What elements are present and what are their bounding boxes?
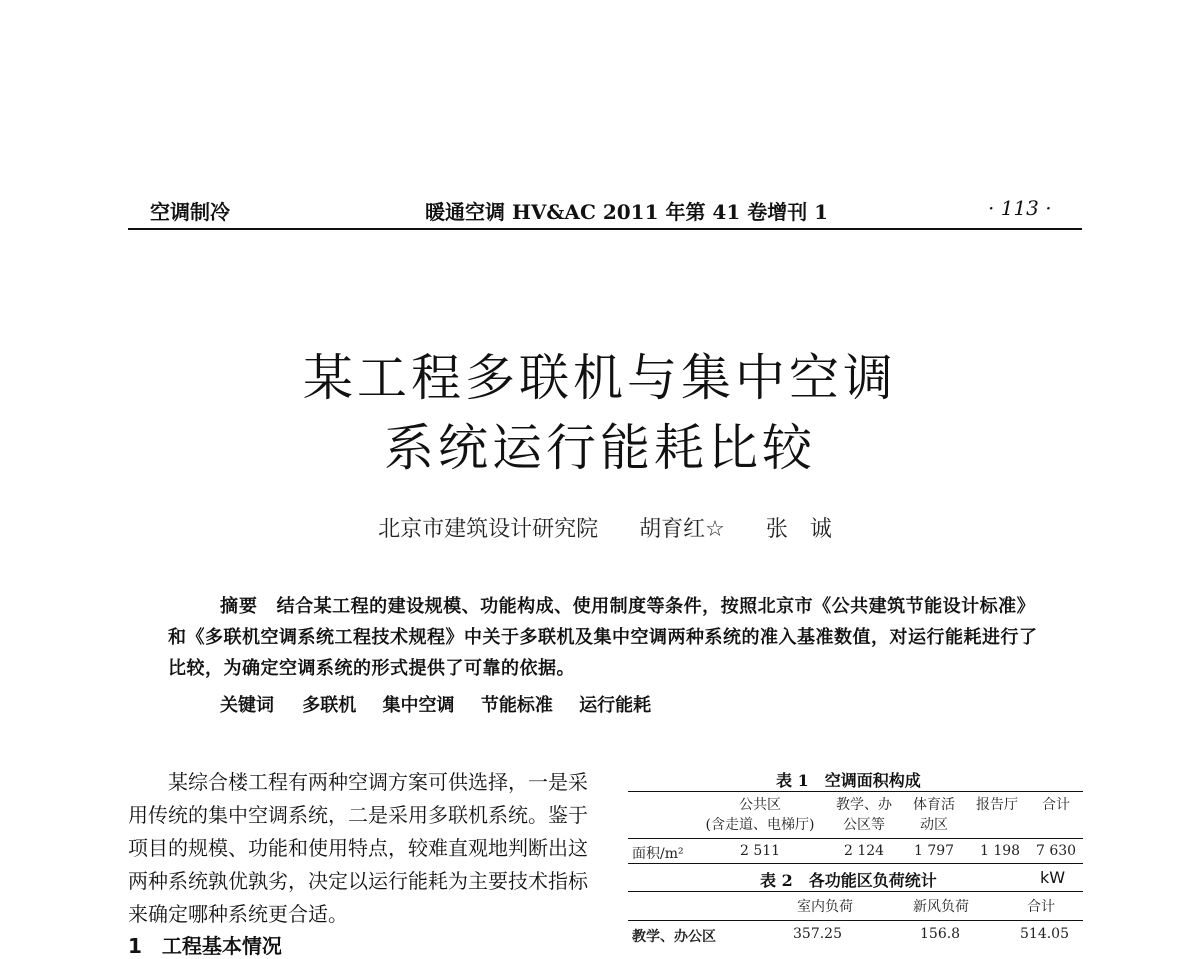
author-line bbox=[0, 512, 1200, 543]
paper-title-line-2: 系统运行能耗比较 bbox=[384, 419, 816, 477]
running-header-section: 空调制冷 bbox=[150, 200, 230, 224]
table-2-header: 新风负荷 bbox=[913, 899, 969, 915]
table-1-cell: 1 797 bbox=[914, 843, 955, 859]
table-2-row-label: 教学、办公区 bbox=[632, 929, 716, 945]
table-1-header: 教学、办 公区等 bbox=[836, 797, 892, 833]
table-2-cell: 357.25 bbox=[793, 926, 842, 942]
table-1-cell: 1 198 bbox=[980, 843, 1021, 859]
keywords-label: 关键词 bbox=[220, 695, 274, 716]
header-rule bbox=[128, 228, 1082, 230]
table-1-header: 体育活 动区 bbox=[913, 797, 955, 833]
table-1-header: 合计 bbox=[1042, 797, 1070, 813]
table-1-cell: 2 124 bbox=[844, 843, 885, 859]
table-2-header: 室内负荷 bbox=[797, 899, 853, 915]
affiliation: 北京市建筑设计研究院 bbox=[378, 517, 599, 542]
table-1-header: 报告厅 bbox=[976, 797, 1018, 813]
table-1-cell: 7 630 bbox=[1036, 843, 1077, 859]
table-2-header: 合计 bbox=[1027, 899, 1055, 915]
table-2-mid-rule bbox=[628, 920, 1083, 921]
section-heading: 1 工程基本情况 bbox=[128, 934, 282, 958]
abstract-text: 结合某工程的建设规模、功能构成、使用制度等条件，按照北京市《公共建筑节能设计标准》和《多联机空调系统工程技术规程》中关于多联机及集中空调两种系统的准入基准数值，对运行能耗进行了比较，为确定空调系统的形式提供了可靠的依据。 bbox=[168, 596, 1038, 679]
author-1: 胡育红☆ bbox=[639, 517, 725, 542]
table-2-caption: 表 2 各功能区负荷统计 bbox=[760, 871, 937, 890]
table-1-top-rule bbox=[628, 791, 1083, 792]
body-paragraph bbox=[128, 766, 590, 931]
table-2-cell: 514.05 bbox=[1020, 926, 1069, 942]
intro-paragraph: 某综合楼工程有两种空调方案可供选择，一是采用传统的集中空调系统，二是采用多联机系统。鉴于项目的规模、功能和使用特点，较难直观地判断出这两种系统孰优孰劣，决定以运行能耗为主要技术指标来确定哪种系统更合适。 bbox=[128, 770, 588, 926]
table-1-cell: 2 511 bbox=[740, 843, 781, 859]
running-header-journal: 暖通空调 HV&AC 2011 年第 41 卷增刊 1 bbox=[425, 200, 829, 224]
keyword: 节能标准 bbox=[480, 695, 553, 716]
keyword: 多联机 bbox=[302, 695, 357, 716]
table-2-unit: kW bbox=[1040, 868, 1066, 887]
keyword: 集中空调 bbox=[382, 695, 455, 716]
table-1-header: 公共区 (含走道、电梯厅) bbox=[705, 797, 815, 833]
table-1-mid-rule bbox=[628, 838, 1083, 839]
page-number: · 113 · bbox=[988, 196, 1052, 220]
paper-title-line-1: 某工程多联机与集中空调 bbox=[303, 349, 897, 407]
table-2-top-rule bbox=[628, 891, 1083, 892]
table-1-bottom-rule bbox=[628, 863, 1083, 864]
author-2: 张 诚 bbox=[765, 517, 832, 542]
table-2-cell: 156.8 bbox=[920, 926, 961, 942]
table-1-row-label: 面积/m² bbox=[632, 846, 684, 862]
keywords bbox=[220, 691, 671, 717]
abstract bbox=[168, 591, 1038, 684]
abstract-label: 摘要 bbox=[220, 596, 258, 617]
keyword: 运行能耗 bbox=[579, 695, 652, 716]
table-1-caption: 表 1 空调面积构成 bbox=[776, 771, 921, 790]
